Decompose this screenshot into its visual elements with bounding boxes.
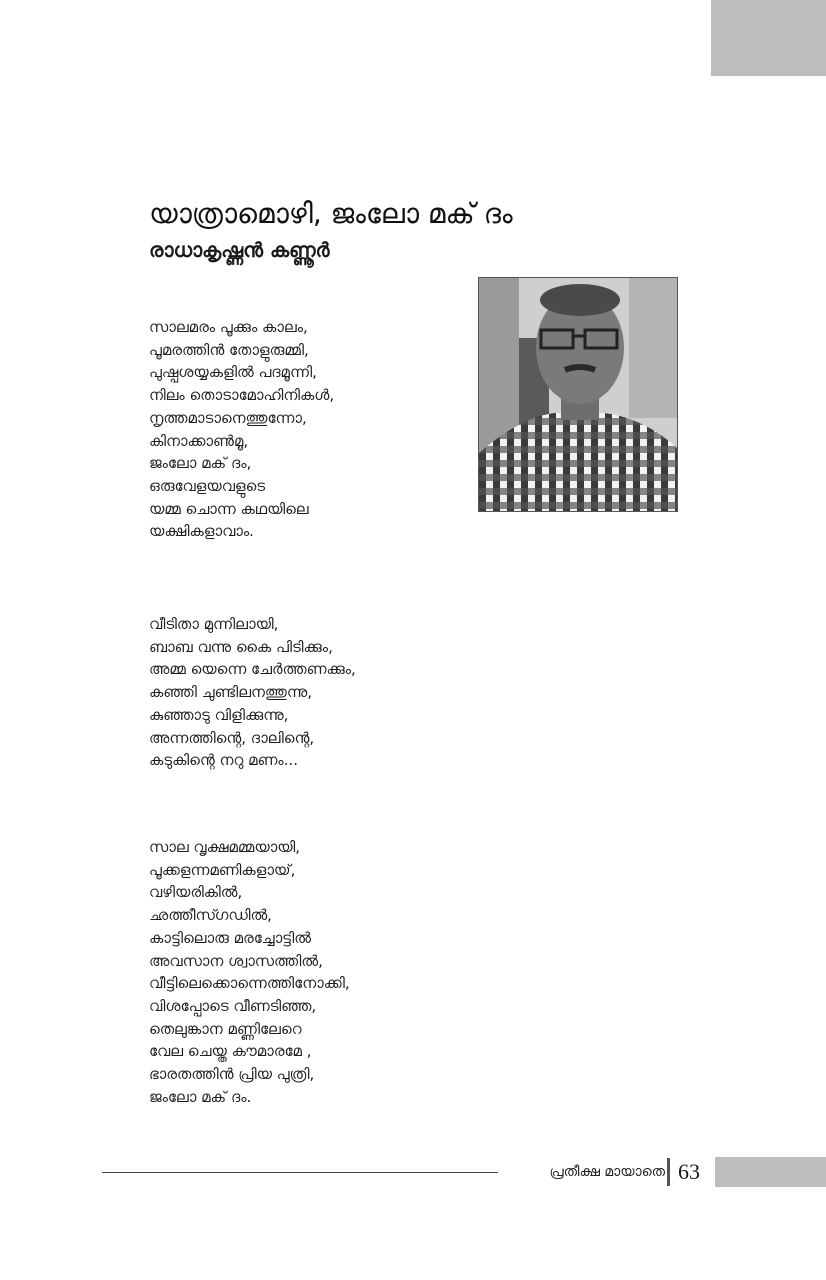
poem-line: നിലം തൊടാമോഹിനികൾ, — [149, 386, 335, 405]
poem-line: വീട്ടിലെക്കൊന്നെത്തിനോക്കി, — [149, 974, 350, 993]
stanza-1 — [149, 316, 479, 543]
poem-line: അന്നത്തിന്റെ, ദാലിന്റെ, — [149, 728, 315, 747]
poem-line: ബാബ വന്നു കൈ പിടിക്കും, — [149, 637, 333, 656]
poem-line: കാട്ടിലൊരു മരച്ചോട്ടിൽ — [149, 928, 311, 947]
footer-rule — [102, 1172, 498, 1173]
poem-line: പുഷ്പശയ്യകളിൽ പദമൂന്നി, — [149, 363, 317, 382]
poem-line: സാലമരം പൂക്കും കാലം, — [149, 318, 308, 336]
poem-title: യാത്രാമൊഴി, ജംലോ മക് ദം — [149, 197, 513, 230]
poem-line: വഴിയരികിൽ, — [149, 883, 243, 902]
poem-line: തെലുങ്കാന മണ്ണിലേറെ — [149, 1019, 302, 1038]
stanza-2 — [149, 613, 479, 772]
poem-line: പൂമരത്തിൻ തോളുരുമ്മി, — [149, 340, 309, 359]
author-name: രാധാകൃഷ്ണൻ കണ്ണൂർ — [149, 238, 330, 262]
footer-gray-block — [715, 1157, 826, 1187]
author-photo-image — [479, 278, 677, 511]
poem-line: വിശപ്പോടെ വീണടിഞ്ഞ, — [149, 996, 317, 1015]
poem-line: വേല ചെയ്ത കൗമാരമേ , — [149, 1042, 312, 1061]
corner-tab — [711, 0, 826, 76]
footer-separator — [667, 1158, 670, 1186]
page-number: 63 — [678, 1159, 700, 1184]
poem-line: കുഞ്ഞാടു വിളിക്കുന്നു, — [149, 705, 289, 724]
poem-line: ഭാരതത്തിൻ പ്രിയ പുത്രി, — [149, 1065, 315, 1084]
poem-line: കഞ്ഞി ചുണ്ടിലനത്തുന്നു, — [149, 683, 313, 702]
poem-line: അവസാന ശ്വാസത്തിൽ, — [149, 951, 323, 970]
poem-line: യക്ഷികളാവാം. — [149, 522, 254, 541]
poem-line: നൃത്തമാടാനെത്തുന്നോ, — [149, 408, 307, 427]
poem-line: ഒരുവേളയവളുടെ — [149, 476, 266, 495]
poem-line: സാല വൃക്ഷമമ്മയായി, — [149, 838, 300, 856]
poem-line: കിനാക്കാൺമൂ, — [149, 431, 249, 450]
poem-line: ഛത്തീസ്ഗഡിൽ, — [149, 906, 272, 925]
poem-line: കടുകിന്റെ നറു മണം... — [149, 751, 299, 770]
author-photo — [478, 277, 678, 512]
stanza-3 — [149, 836, 479, 1108]
poem-line: ജംലോ മക് ദം, — [149, 454, 252, 473]
footer-book-title: പ്രതീക്ഷ മായാതെ — [549, 1164, 665, 1180]
poem-line: പൂക്കളന്നമണികളായ്, — [149, 860, 296, 879]
poem-line: അമ്മ യെന്നെ ചേർത്തണക്കും, — [149, 660, 356, 679]
poem-line: വീടിതാ മുന്നിലായി, — [149, 615, 279, 633]
poem-line: യമ്മ ചൊന്ന കഥയിലെ — [149, 499, 309, 518]
poem-line: ജംലോ മക് ദം. — [149, 1087, 252, 1106]
